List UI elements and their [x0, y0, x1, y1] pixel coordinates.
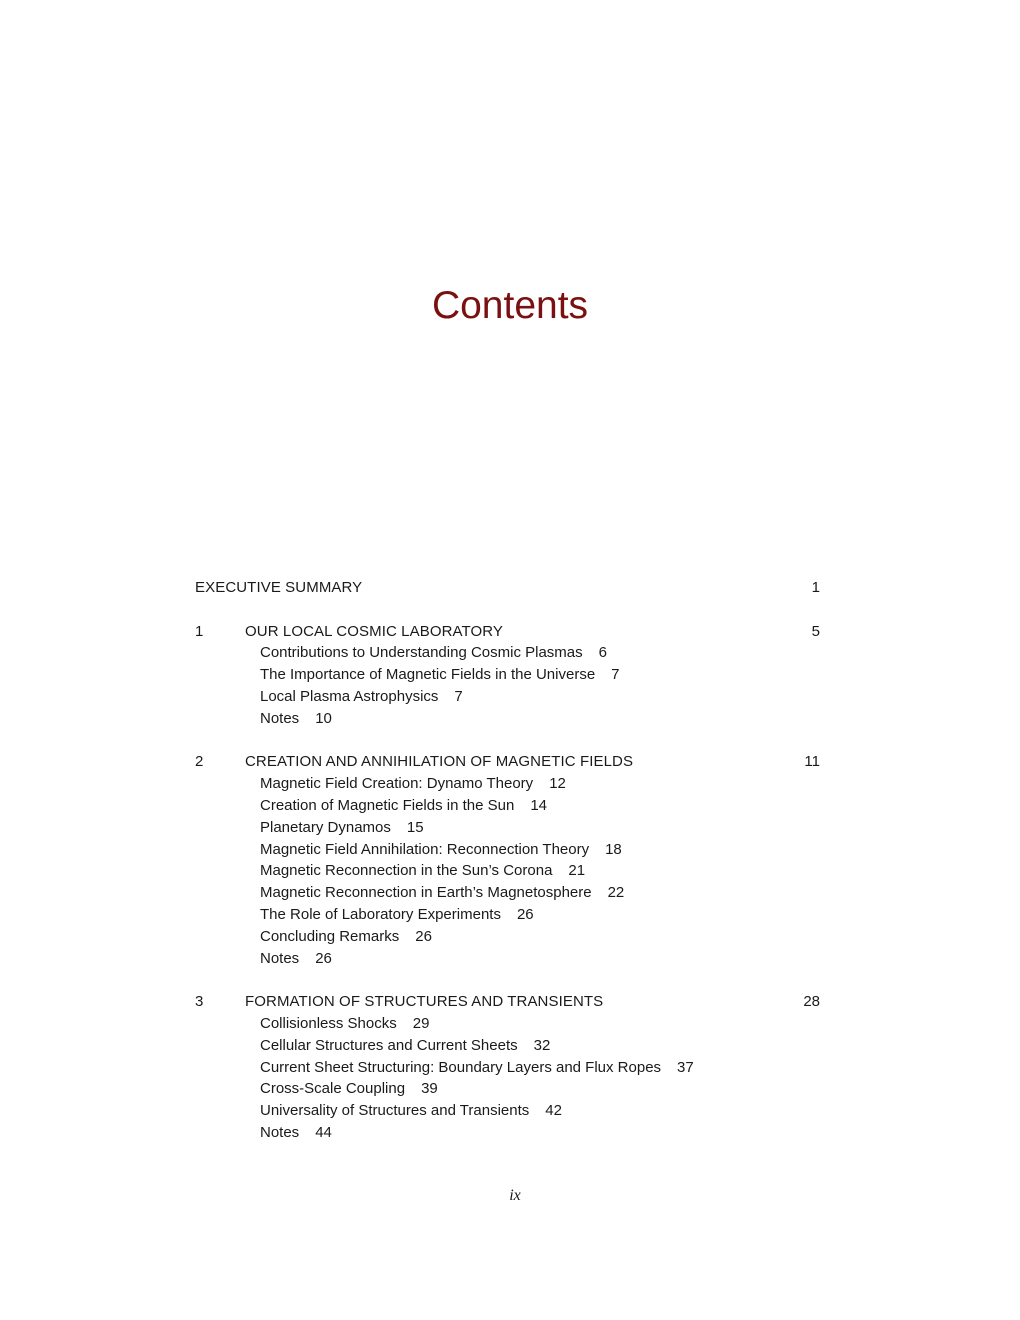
section-page: 26 [315, 949, 332, 967]
chapter-page: 5 [811, 622, 820, 640]
section-page: 18 [605, 840, 622, 858]
toc-chapter-1[interactable] [195, 621, 820, 643]
toc-entry-page: 1 [811, 579, 820, 596]
section-page: 29 [412, 1014, 430, 1032]
section-title: Cross-Scale Coupling [260, 1080, 406, 1098]
toc-chapter-3[interactable] [195, 991, 820, 1013]
chapter-number: 3 [195, 993, 204, 1011]
page-title: Contents [431, 284, 589, 327]
toc-section[interactable] [195, 839, 820, 861]
toc-entry-title: EXECUTIVE SUMMARY [195, 579, 363, 596]
toc-section[interactable] [195, 1057, 820, 1079]
toc-section[interactable] [195, 1078, 820, 1100]
section-page: 32 [533, 1036, 551, 1054]
section-title: Local Plasma Astrophysics [260, 687, 439, 705]
section-title: Planetary Dynamos [260, 818, 391, 836]
section-page: 7 [454, 687, 463, 705]
chapter-title: OUR LOCAL COSMIC LABORATORY [245, 622, 504, 640]
section-page: 42 [545, 1102, 562, 1120]
section-title: Magnetic Field Creation: Dynamo Theory [260, 775, 534, 793]
chapter-number: 2 [195, 753, 204, 771]
section-page: 22 [607, 884, 625, 902]
section-page: 21 [568, 862, 586, 880]
section-page: 37 [677, 1058, 694, 1076]
section-page: 26 [516, 905, 534, 923]
section-title: The Role of Laboratory Experiments [260, 905, 501, 923]
chapter-page: 28 [803, 993, 820, 1011]
toc-section[interactable] [195, 795, 820, 817]
toc-spacer [195, 969, 820, 991]
section-title: Magnetic Field Annihilation: Reconnection Theory [260, 840, 590, 858]
toc-section[interactable] [195, 817, 820, 839]
section-page: 15 [406, 818, 424, 836]
chapter-title: CREATION AND ANNIHILATION OF MAGNETIC FIELDS [245, 753, 634, 771]
toc-section[interactable] [195, 860, 820, 882]
section-page: 6 [598, 644, 607, 662]
toc-spacer [195, 730, 820, 752]
section-page: 10 [315, 709, 332, 727]
section-title: Notes [260, 1123, 300, 1141]
section-title: Collisionless Shocks [260, 1014, 397, 1032]
section-title: Magnetic Reconnection in Earth’s Magnetosphere [260, 884, 592, 902]
section-title: Contributions to Understanding Cosmic Plasmas [260, 644, 583, 662]
toc-section[interactable] [195, 1013, 820, 1035]
toc-section[interactable] [195, 904, 820, 926]
toc-section[interactable] [195, 773, 820, 795]
toc-entry-executive-summary[interactable] [195, 577, 820, 599]
table-of-contents [195, 577, 820, 1144]
chapter-page: 11 [804, 753, 820, 771]
section-page: 44 [315, 1123, 332, 1141]
section-page: 7 [611, 666, 620, 684]
toc-section[interactable] [195, 708, 820, 730]
section-title: Universality of Structures and Transients [260, 1102, 530, 1120]
section-page: 26 [415, 927, 432, 945]
section-title: The Importance of Magnetic Fields in the Universe [260, 666, 596, 684]
toc-section[interactable] [195, 948, 820, 970]
chapter-title: FORMATION OF STRUCTURES AND TRANSIENTS [245, 993, 604, 1011]
toc-section[interactable] [195, 882, 820, 904]
toc-chapter-2[interactable] [195, 751, 820, 773]
toc-section[interactable] [195, 686, 820, 708]
section-title: Concluding Remarks [260, 927, 400, 945]
toc-section[interactable] [195, 642, 820, 664]
toc-spacer [195, 599, 820, 621]
section-page: 39 [421, 1080, 438, 1098]
section-title: Notes [260, 949, 300, 967]
section-title: Creation of Magnetic Fields in the Sun [260, 796, 515, 814]
toc-section[interactable] [195, 1122, 820, 1144]
toc-section[interactable] [195, 664, 820, 686]
toc-section[interactable] [195, 1035, 820, 1057]
page-number: ix [509, 1187, 521, 1204]
section-page: 14 [530, 796, 547, 814]
section-title: Current Sheet Structuring: Boundary Layers and Flux Ropes [260, 1058, 662, 1076]
toc-section[interactable] [195, 1100, 820, 1122]
toc-section[interactable] [195, 926, 820, 948]
section-title: Cellular Structures and Current Sheets [260, 1036, 518, 1054]
section-title: Notes [260, 709, 300, 727]
section-page: 12 [549, 775, 566, 793]
section-title: Magnetic Reconnection in the Sun’s Corona [260, 862, 553, 880]
chapter-number: 1 [195, 622, 204, 640]
